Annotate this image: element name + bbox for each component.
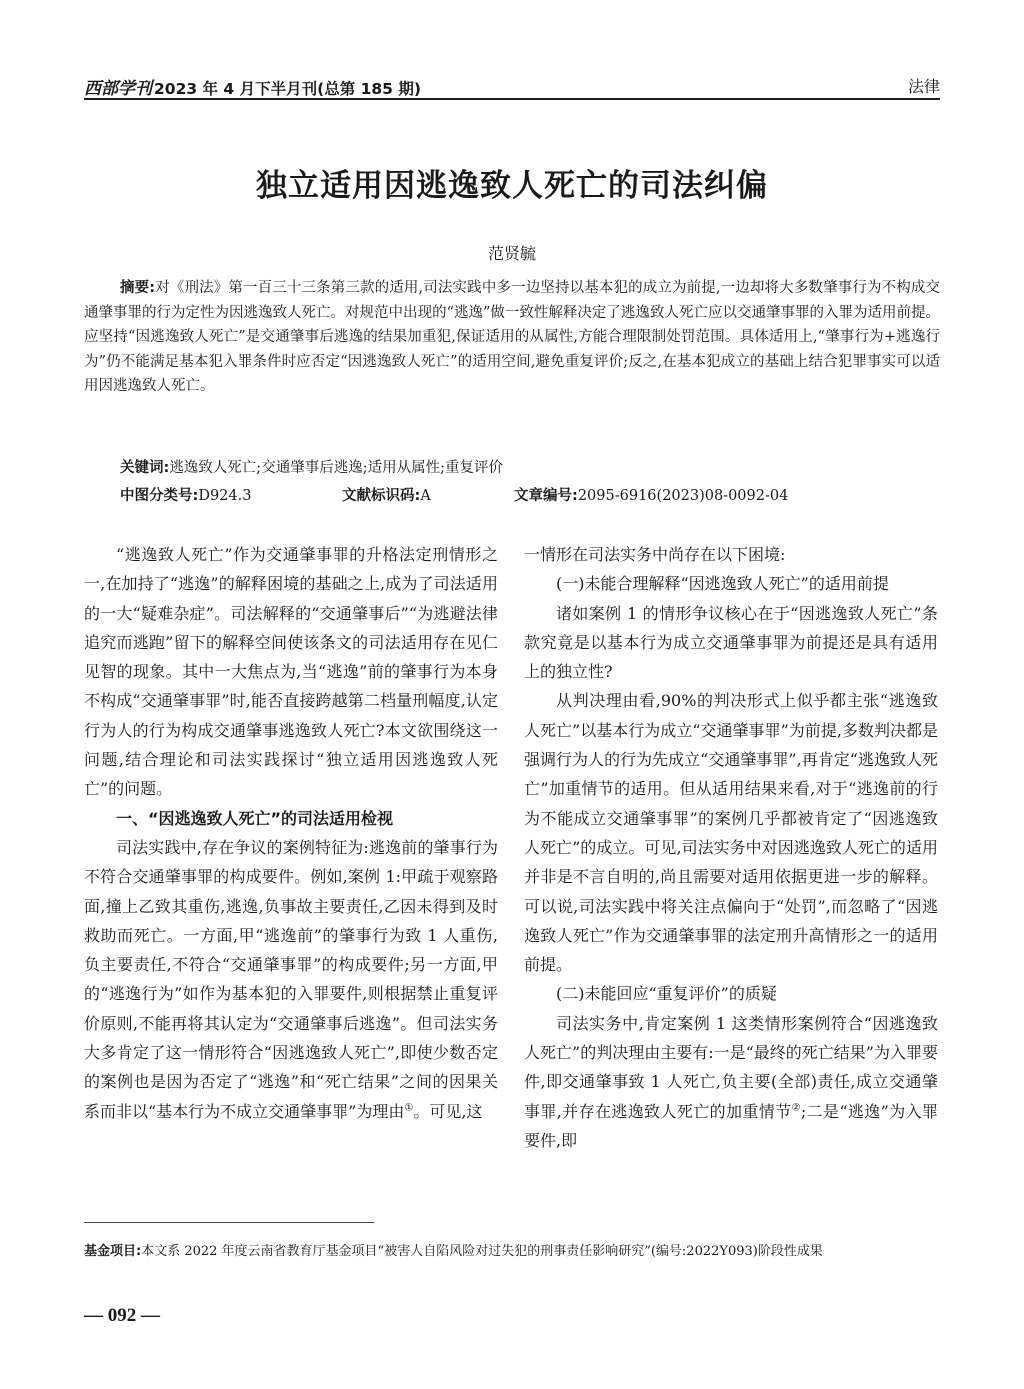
body-paragraph: 诸如案例 1 的情形争议核心在于“因逃逸致人死亡”条款究竟是以基本行为成立交通肇事罪为前提还是具有适用上的独立性? — [524, 603, 938, 682]
author-name: 范贤毓 — [487, 244, 536, 263]
clc-number — [120, 484, 251, 505]
body-paragraph: 一情形在司法实务中尚存在以下困境: — [524, 545, 786, 564]
body-paragraph: “逃逸致人死亡”作为交通肇事罪的升格法定刑情形之一,在加持了“逃逸”的解释困境的基础之上,成为了司法适用的一大“疑难杂症”。司法解释的“交通肇事后”“为逃避法律追究而逃跑”留下的解释空间使该条文的司法适用存在见仁见智的现象。其中一大焦点为,当“逃逸”前的肇事行为本身不构成“交通肇事罪”时,能否直接跨越第二档量刑幅度,认定行为人的行为构成交通肇事逃逸致人死亡?本文欲围绕这一问题,结合理论和司法实践探讨“独立适用因逃逸致人死亡”的问题。 — [84, 545, 498, 799]
article-label: 文章编号: — [514, 488, 578, 504]
clc-value: D924.3 — [198, 488, 252, 504]
paragraph-text: 司法实践中,存在争议的案例特征为:逃逸前的肇事行为不符合交通肇事罪的构成要件。例如,案例 1:甲疏于观察路面,撞上乙致其重伤,逃逸,负事故主要责任,乙因未得到及时救助而死亡。一方面,甲“逃逸前”的肇事行为致 1 人重伤,负主要责任,不符合“交通肇事罪”的构成要件;另一方面,甲的“逃逸行为”如作为基本犯的入罪要件,则根据禁止重复评价原则,不能再将其认定为“交通肇事后逃逸”。但司法实务大多肯定了这一情形符合“因逃逸致人死亡”,即使少数否定的案例也是因为否定了“逃逸”和“死亡结果”之间的因果关系而非以“基本行为不成立交通肇事罪”为理由 — [84, 837, 498, 1121]
body-paragraph — [524, 1009, 938, 1155]
subsection-heading: (二)未能回应“重复评价”的质疑 — [556, 984, 777, 1004]
journal-logo: 西部学刊 — [84, 79, 152, 99]
keywords-text: 逃逸致人死亡;交通肇事后逃逸;适用从属性;重复评价 — [169, 460, 503, 476]
abstract-text: 对《刑法》第一百三十三条第三款的适用,司法实践中多一边坚持以基本犯的成立为前提,一边却将大多数肇事行为不构成交通肇事罪的行为定性为因逃逸致人死亡。对规范中出现的“逃逸”做一致性解释决定了逃逸致人死亡应以交通肇事罪的入罪为适用前提。应坚持“因逃逸致人死亡”是交通肇事后逃逸的结果加重犯,保证适用的从属性,方能合理限制处罚范围。具体适用上,“肇事行为+逃逸行为”仍不能满足基本犯入罪条件时应否定“因逃逸致人死亡”的适用空间,避免重复评价;反之,在基本犯成立的基础上结合犯罪事实可以适用因逃逸致人死亡。 — [84, 280, 940, 394]
document-code — [342, 484, 431, 505]
article-number — [514, 484, 788, 505]
keywords — [120, 456, 503, 477]
doc-label: 文献标识码: — [342, 488, 421, 504]
header-rule — [84, 98, 940, 100]
body-paragraph — [84, 833, 498, 1126]
paper-title: 独立适用因逃逸致人死亡的司法纠偏 — [256, 168, 768, 204]
keywords-label: 关键词: — [120, 460, 170, 476]
right-column — [524, 540, 938, 1155]
running-header — [84, 72, 940, 98]
clc-label: 中图分类号: — [120, 488, 199, 504]
article-value: 2095-6916(2023)08-0092-04 — [577, 488, 789, 504]
doc-value: A — [420, 488, 431, 504]
funding-label: 基金项目: — [84, 1244, 142, 1259]
section-name: 法律 — [907, 77, 940, 96]
footnote-ref: ② — [791, 1102, 801, 1114]
left-column — [84, 540, 498, 1126]
abstract — [84, 276, 940, 399]
issue-info: 2023 年 4 月下半月刊(总第 185 期) — [154, 80, 421, 98]
journal-info — [84, 74, 421, 99]
section-heading: 一、“因逃逸致人死亡”的司法适用检视 — [116, 808, 394, 828]
funding-text: 本文系 2022 年度云南省教育厅基金项目“被害人自陷风险对过失犯的刑事责任影响研究”(编号:2022Y093)阶段性成果 — [141, 1244, 823, 1259]
footnote-ref: ① — [404, 1102, 414, 1114]
paragraph-text: 司法实务中,肯定案例 1 这类情形案例符合“因逃逸致人死亡”的判决理由主要有:一是“最终的死亡结果”为入罪要件,即交通肇事致 1 人死亡,负主要(全部)责任,成立交通肇事罪,并存在逃逸致人死亡的加重情节 — [524, 1013, 938, 1121]
abstract-label: 摘要: — [120, 280, 156, 296]
funding-note — [84, 1240, 940, 1264]
page-number: — 092 — — [84, 1305, 160, 1326]
paragraph-tail: ;二是“逃逸”为入罪要件,即 — [524, 1101, 938, 1150]
paragraph-tail: 。可见,这 — [413, 1101, 483, 1121]
body-paragraph: 从判决理由看,90%的判决形式上似乎都主张“逃逸致人死亡”以基本行为成立“交通肇事罪”为前提,多数判决都是强调行为人的行为先成立“交通肇事罪”,再肯定“逃逸致人死亡”加重情节的适用。但从适用结果来看,对于“逃逸前的行为不能成立交通肇事罪”的案例几乎都被肯定了“因逃逸致人死亡”的成立。可见,司法实务中对因逃逸致人死亡的适用并非是不言自明的,尚且需要对适用依据更进一步的解释。可以说,司法实践中将关注点偏向于“处罚”,而忽略了“因逃逸致人死亡”作为交通肇事罪的法定刑升高情形之一的适用前提。 — [524, 691, 938, 975]
footnote-rule — [84, 1222, 374, 1223]
subsection-heading: (一)未能合理解释“因逃逸致人死亡”的适用前提 — [556, 574, 889, 594]
